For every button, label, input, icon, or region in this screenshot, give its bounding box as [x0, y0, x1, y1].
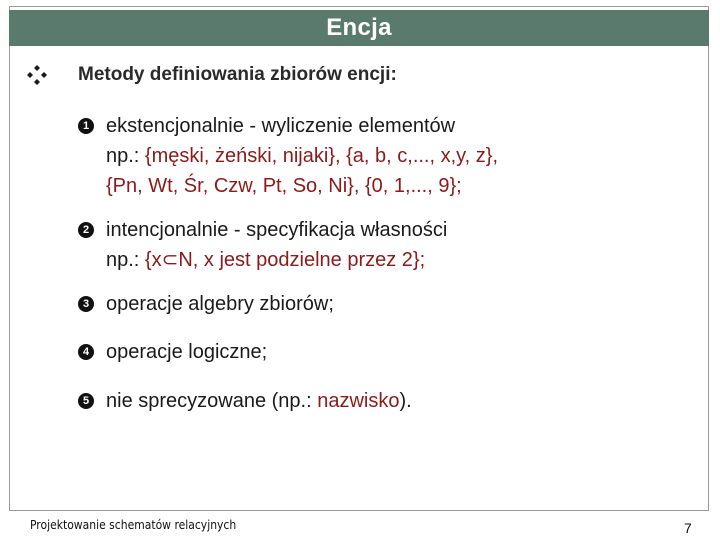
item-5-text: nie sprecyzowane (np.:	[106, 390, 318, 412]
heading-row	[26, 64, 397, 86]
item-2-example-prefix: np.:	[106, 249, 145, 271]
item-1-description: - wyliczenie elementów	[243, 115, 456, 137]
item-3-text: operacje algebry zbiorów;	[106, 293, 334, 315]
list-item-4	[78, 337, 267, 367]
list-item-2	[78, 215, 447, 275]
item-4-text: operacje logiczne;	[106, 341, 268, 363]
footer-title: Projektowanie schematów relacyjnych	[30, 518, 237, 532]
list-item-1	[78, 111, 498, 201]
item-5-example: nazwisko	[317, 390, 400, 412]
list-item-5	[78, 386, 412, 416]
page-number: 7	[684, 520, 692, 536]
item-1-term: ekstencjonalnie	[106, 115, 244, 137]
item-5-text-end: ).	[399, 390, 412, 412]
item-1-example-sets: {męski, żeński, nijaki}, {a, b, c,..., x,y, z},	[144, 145, 499, 167]
item-2-description: - specyfikacja własności	[228, 219, 448, 241]
list-item-3	[78, 289, 334, 319]
circled-number-3-icon: 3	[78, 296, 94, 312]
section-heading: Metody definiowania zbiorów encji:	[78, 64, 397, 85]
item-1-example-prefix: np.:	[106, 145, 145, 167]
item-2-term: intencjonalnie	[106, 219, 229, 241]
four-diamond-bullet-icon	[26, 64, 48, 86]
circled-number-2-icon: 2	[78, 222, 94, 238]
circled-number-1-icon: 1	[78, 118, 94, 134]
circled-number-5-icon: 5	[78, 393, 94, 409]
item-1-example-sets-cont: {Pn, Wt, Śr, Czw, Pt, So, Ni}, {0, 1,..., 9};	[106, 175, 462, 197]
title-bar	[9, 10, 709, 46]
circled-number-4-icon: 4	[78, 344, 94, 360]
slide-title: Encja	[326, 14, 392, 41]
item-2-example-set: {x⊂N, x jest podzielne przez 2};	[144, 249, 426, 271]
